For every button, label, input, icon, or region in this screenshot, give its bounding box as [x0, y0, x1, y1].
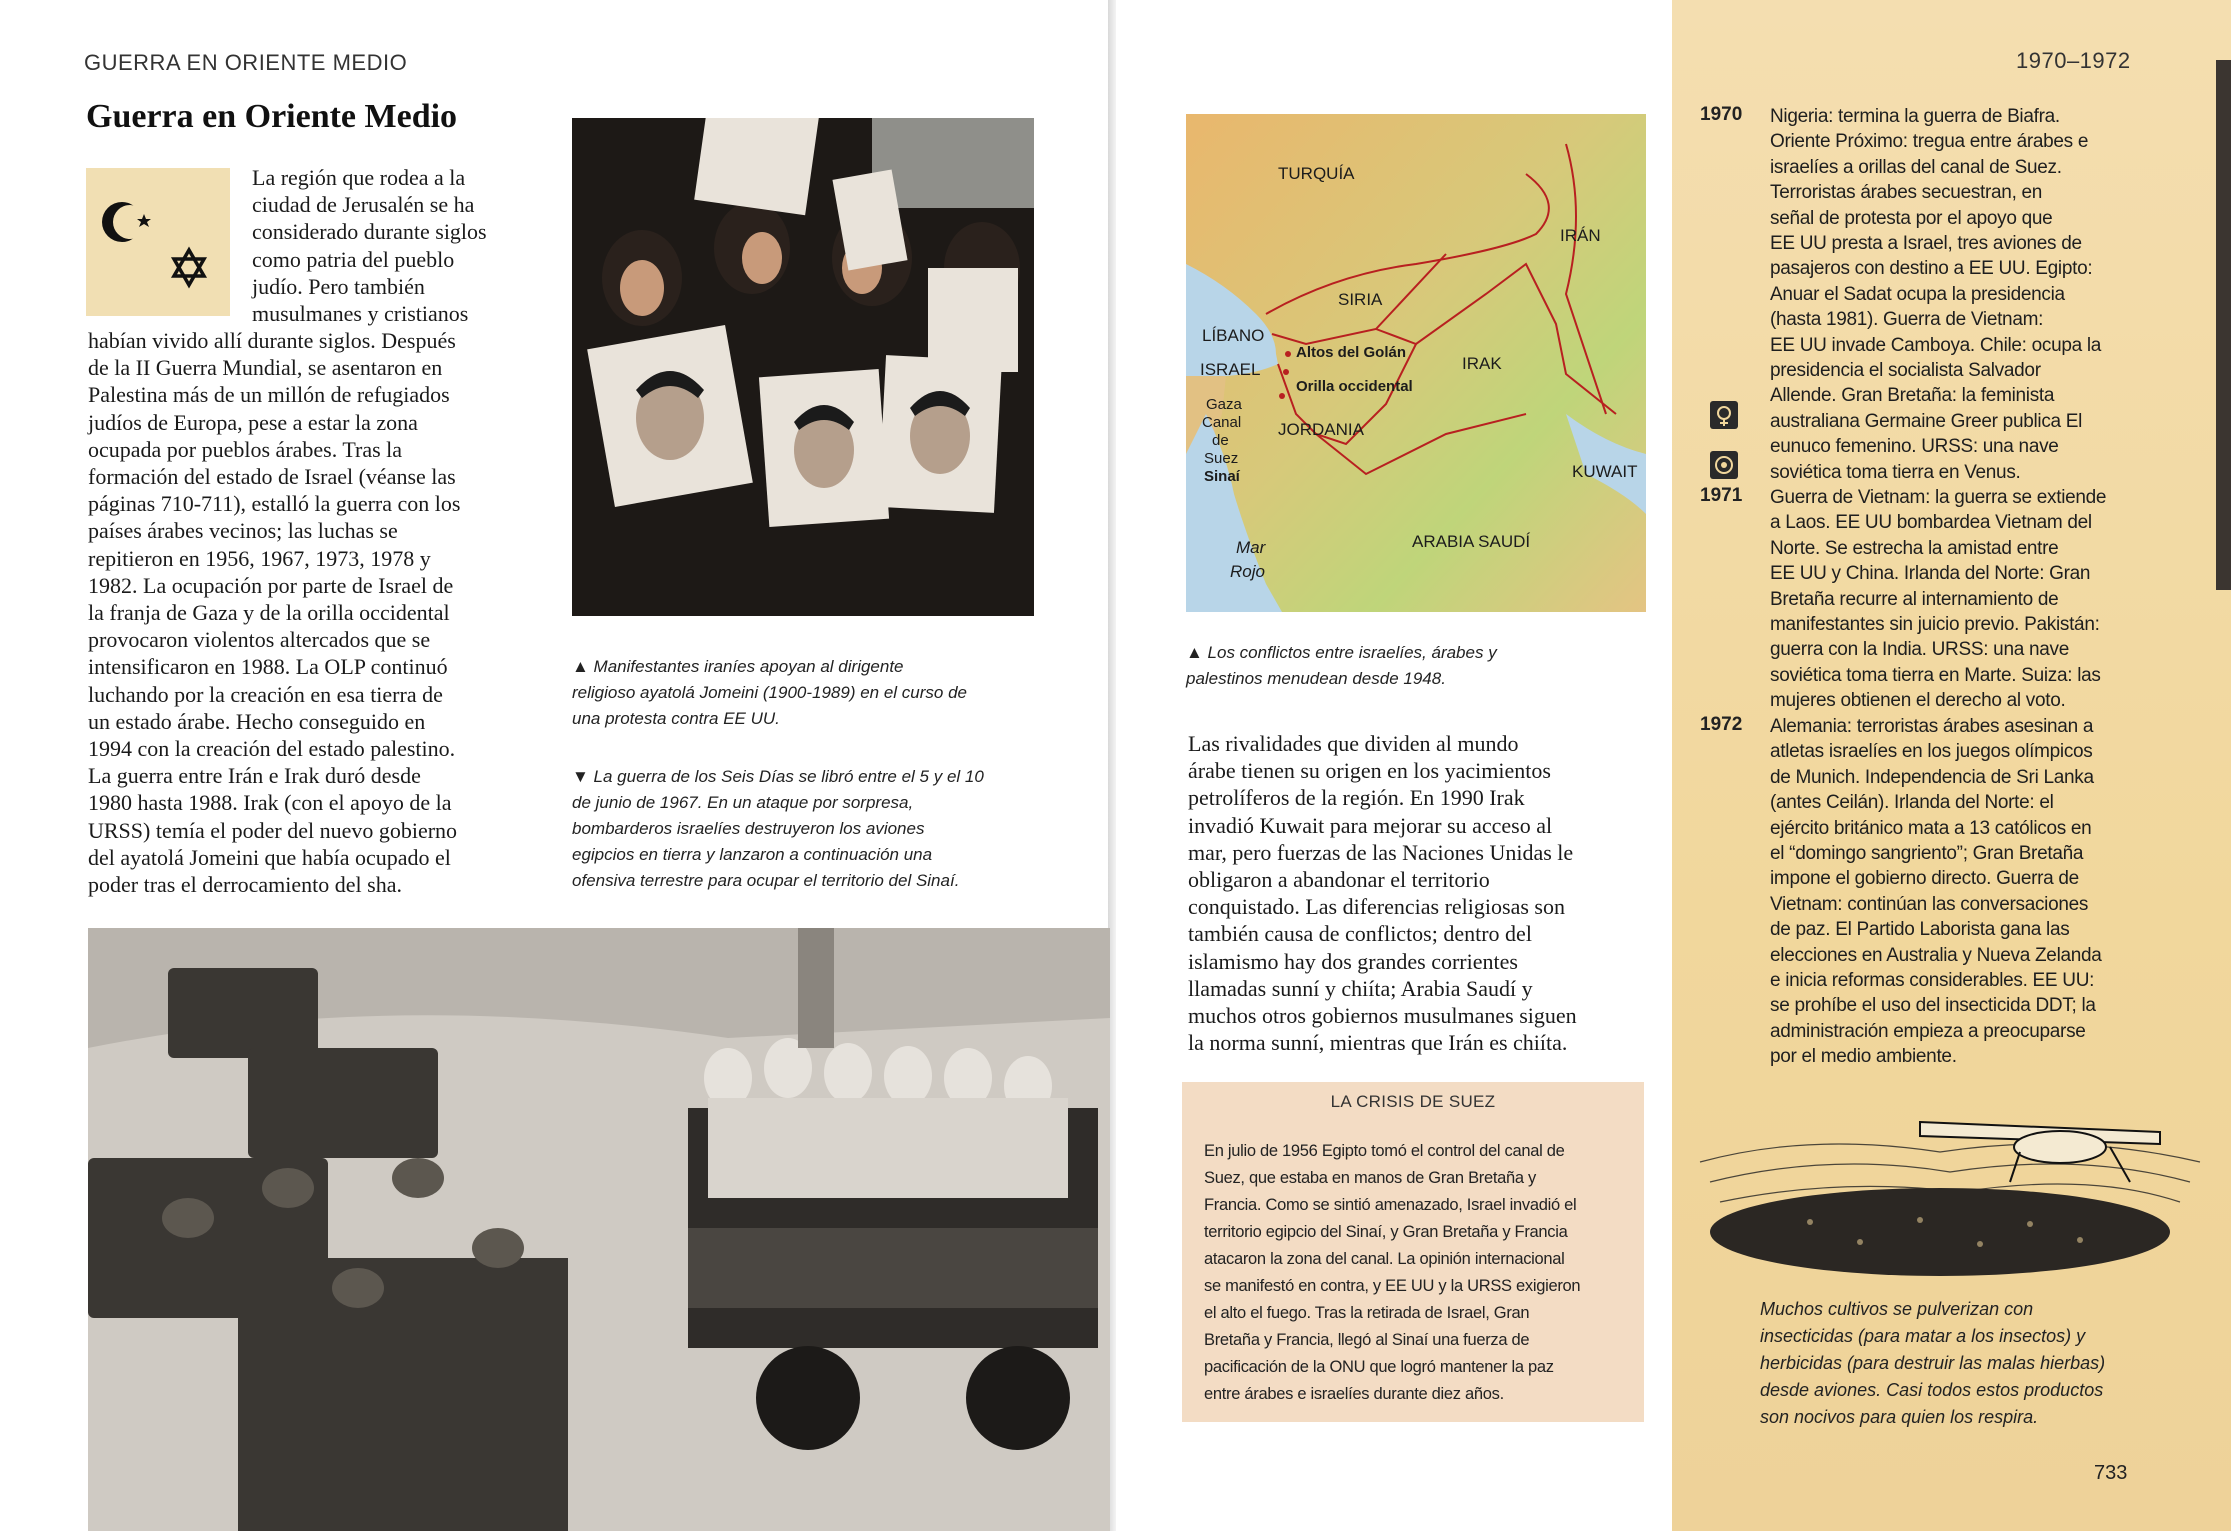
text-line: Allende. Gran Bretaña: la feminista: [1770, 385, 2055, 407]
caption-line: ▼ La guerra de los Seis Días se libró entre el 5 y el 10: [572, 767, 984, 786]
text-line: mujeres obtienen el derecho al voto.: [1770, 690, 2066, 712]
map-label-de: de: [1212, 432, 1229, 449]
text-line: considerado durante siglos: [252, 219, 487, 245]
text-line: la franja de Gaza y de la orilla occidental: [88, 600, 450, 626]
text-line: En julio de 1956 Egipto tomó el control del canal de: [1204, 1142, 1565, 1160]
map-label-irak: IRAK: [1462, 354, 1502, 373]
text-line: también causa de conflictos; dentro del: [1188, 921, 1532, 947]
text-line: EE UU y China. Irlanda del Norte: Gran: [1770, 563, 2091, 585]
text-line: pacificación de la ONU que logró mantener la paz: [1204, 1358, 1554, 1376]
text-line: páginas 710-711), estalló la guerra con los: [88, 491, 461, 517]
text-line: EE UU invade Camboya. Chile: ocupa la: [1770, 334, 2102, 356]
caption-line: ▲ Los conflictos entre israelíes, árabes y: [1186, 643, 1497, 662]
protest-caption: [572, 654, 1042, 732]
text-line: como patria del pueblo: [252, 246, 455, 272]
timeline-year-1972: 1972: [1700, 714, 1743, 735]
crescent-star-icon: [86, 168, 230, 316]
map-label-rojo: Rojo: [1230, 562, 1265, 581]
text-line: elecciones en Australia y Nueva Zelanda: [1770, 944, 2102, 966]
text-line: entre árabes e israelíes durante diez años.: [1204, 1385, 1504, 1403]
text-line: Terroristas árabes secuestran, en: [1770, 182, 2043, 204]
text-line: la norma sunní, mientras que Irán es chiíta.: [1188, 1030, 1568, 1056]
text-line: atacaron la zona del canal. La opinión internacional: [1204, 1250, 1565, 1268]
protest-photo-art: [572, 118, 1034, 616]
body-text-right: [1188, 730, 1654, 1056]
caption-line: desde aviones. Casi todos estos productos: [1760, 1380, 2104, 1400]
text-line: se manifestó en contra, y EE UU y la URSS exigieron: [1204, 1277, 1581, 1295]
caption-line: Muchos cultivos se pulverizan con: [1760, 1299, 2034, 1319]
running-head-right: 1970–1972: [2016, 48, 2131, 73]
text-line: Anuar el Sadat ocupa la presidencia: [1770, 283, 2065, 305]
six-day-war-caption: [572, 764, 1042, 894]
text-line: (antes Ceilán). Irlanda del Norte: el: [1770, 792, 2054, 814]
text-line: judío. Pero también: [252, 273, 425, 299]
suez-box-text: [1204, 1138, 1634, 1408]
caption-line: una protesta contra EE UU.: [572, 709, 780, 728]
map-label-libano: LÍBANO: [1202, 326, 1265, 345]
text-line: el alto el fuego. Tras la retirada de Israel, Gran: [1204, 1304, 1530, 1322]
text-line: luchando por la creación en esa tierra de: [88, 681, 443, 707]
text-line: llamadas sunní y chiíta; Arabia Saudí y: [1188, 975, 1533, 1001]
map-label-israel: ISRAEL: [1200, 360, 1261, 379]
text-line: poder tras el derrocamiento del sha.: [88, 872, 402, 898]
text-line: Bretaña y Francia, llegó al Sinaí una fuerza de: [1204, 1331, 1530, 1349]
text-line: impone el gobierno directo. Guerra de: [1770, 868, 2079, 890]
text-line: muchos otros gobiernos musulmanes siguen: [1188, 1003, 1577, 1029]
text-line: por el medio ambiente.: [1770, 1046, 1957, 1068]
page-number: 733: [2094, 1462, 2128, 1484]
text-line: Alemania: terroristas árabes asesinan a: [1770, 716, 2094, 737]
map-label-mar: Mar: [1236, 538, 1266, 557]
map-label-sinai: Sinaí: [1204, 468, 1240, 485]
text-line: guerra con la India. URSS: una nave: [1770, 639, 2069, 661]
text-line: conquistado. Las diferencias religiosas son: [1188, 894, 1565, 920]
text-line: La guerra entre Irán e Irak duró desde: [88, 763, 421, 789]
text-line: Norte. Se estrecha la amistad entre: [1770, 537, 2059, 559]
text-line: EE UU presta a Israel, tres aviones de: [1770, 233, 2082, 255]
caption-line: son nocivos para quien los respira.: [1760, 1407, 2039, 1427]
map-label-turquia: TURQUÍA: [1278, 164, 1355, 183]
timeline-entries-1971: [1770, 485, 2216, 714]
text-line: de Munich. Independencia de Sri Lanka: [1770, 766, 2094, 788]
caption-line: ofensiva terrestre para ocupar el territorio del Sinaí.: [572, 871, 960, 890]
caption-line: insecticidas (para matar a los insectos) y: [1760, 1326, 2086, 1346]
text-line: eunuco femenino. URSS: una nave: [1770, 436, 2059, 458]
text-line: islamismo hay dos grandes corrientes: [1188, 948, 1518, 974]
text-line: intensificaron en 1988. La OLP continuó: [88, 654, 448, 680]
text-line: provocaron violentos altercados que se: [88, 627, 431, 653]
map-label-siria: SIRIA: [1338, 290, 1383, 309]
text-line: (hasta 1981). Guerra de Vietnam:: [1770, 309, 2044, 331]
map-label-orilla: Orilla occidental: [1296, 378, 1413, 395]
text-line: administración empieza a preocuparse: [1770, 1020, 2086, 1042]
text-line: habían vivido allí durante siglos. Después: [88, 328, 456, 353]
text-line: ejército británico mata a 13 católicos en: [1770, 817, 2092, 839]
text-line: 1994 con la creación del estado palestino.: [88, 736, 456, 762]
text-line: del ayatolá Jomeini que había ocupado el: [88, 844, 451, 870]
text-line: señal de protesta por el apoyo que: [1770, 207, 2053, 229]
map-label-iran: IRÁN: [1560, 226, 1601, 245]
text-line: soviética toma tierra en Marte. Suiza: las: [1770, 664, 2101, 686]
text-line: Guerra de Vietnam: la guerra se extiende: [1770, 487, 2107, 508]
page-title: Guerra en Oriente Medio: [86, 98, 458, 135]
text-line: petrolíferos de la región. En 1990 Irak: [1188, 785, 1525, 811]
six-day-war-photo: [88, 928, 1110, 1531]
map-label-gaza: Gaza: [1206, 396, 1242, 413]
crop-duster-illustration: [1690, 1092, 2210, 1282]
caption-line: herbicidas (para destruir las malas hierbas): [1760, 1353, 2106, 1373]
text-line: judíos de Europa, pese a estar la zona: [88, 409, 418, 435]
middle-east-map: [1186, 114, 1646, 612]
text-line: invadió Kuwait para mejorar su acceso al: [1188, 812, 1553, 838]
text-line: Vietnam: continúan las conversaciones: [1770, 893, 2089, 915]
spacecraft-icon: [1710, 451, 1738, 479]
text-line: formación del estado de Israel (véanse las: [88, 464, 456, 490]
feminism-icon: [1710, 401, 1738, 429]
text-line: Francia. Como se sintió amenazado, Israel invadió el: [1204, 1196, 1577, 1214]
caption-line: bombarderos israelíes destruyeron los aviones: [572, 819, 925, 838]
text-line: Las rivalidades que dividen al mundo: [1188, 731, 1519, 756]
text-line: un estado árabe. Hecho conseguido en: [88, 708, 426, 734]
map-label-golan: Altos del Golán: [1296, 344, 1407, 361]
timeline-year-1971: 1971: [1700, 485, 1743, 506]
text-line: Suez, que estaba en manos de Gran Bretaña y: [1204, 1169, 1536, 1187]
caption-line: palestinos menudean desde 1948.: [1186, 669, 1446, 688]
text-line: a Laos. EE UU bombardea Vietnam del: [1770, 512, 2092, 534]
war-photo-art: [88, 928, 1110, 1531]
text-line: de paz. El Partido Laborista gana las: [1770, 919, 2070, 941]
suez-crisis-box: [1182, 1082, 1644, 1422]
text-line: mar, pero fuerzas de las Naciones Unidas le: [1188, 839, 1574, 865]
crop-duster-caption: [1760, 1296, 2220, 1431]
religion-emblem: [86, 168, 230, 316]
text-line: Bretaña recurre al internamiento de: [1770, 588, 2059, 610]
caption-line: religioso ayatolá Jomeini (1900-1989) en el curso de: [572, 683, 968, 702]
text-line: La región que rodea a la: [252, 165, 466, 190]
map-caption: [1186, 640, 1656, 692]
map-label-suez: Suez: [1204, 450, 1239, 467]
caption-line: egipcios en tierra y lanzaron a continuación una: [572, 845, 933, 864]
crop-duster-art: [1690, 1092, 2210, 1282]
text-line: repitieron en 1956, 1967, 1973, 1978 y: [88, 545, 431, 571]
text-line: territorio egipcio del Sinaí, y Gran Bretaña y Francia: [1204, 1223, 1568, 1241]
intro-paragraph: [252, 164, 540, 327]
airplane: [1920, 1122, 2160, 1182]
protest-photo: [572, 118, 1034, 616]
page-edge-strip: [2216, 60, 2231, 590]
map-label-kuwait: KUWAIT: [1572, 462, 1638, 481]
text-line: Oriente Próximo: tregua entre árabes e: [1770, 131, 2089, 153]
caption-line: de junio de 1967. En un ataque por sorpresa,: [572, 793, 914, 812]
text-line: soviética toma tierra en Venus.: [1770, 461, 2021, 483]
text-line: ciudad de Jerusalén se ha: [252, 192, 475, 218]
text-line: Palestina más de un millón de refugiados: [88, 382, 450, 408]
map-label-canal: Canal: [1202, 414, 1242, 431]
map-label-arabia: ARABIA SAUDÍ: [1412, 532, 1531, 551]
timeline-entries-1972: [1770, 714, 2216, 1070]
text-line: de la II Guerra Mundial, se asentaron en: [88, 355, 443, 381]
timeline-entries-1970: [1770, 104, 2216, 485]
timeline-year-1970: 1970: [1700, 104, 1743, 125]
text-line: ocupada por pueblos árabes. Tras la: [88, 436, 403, 462]
map-label-jordania: JORDANIA: [1278, 420, 1364, 439]
text-line: 1982. La ocupación por parte de Israel de: [88, 572, 454, 598]
text-line: se prohíbe el uso del insecticida DDT; la: [1770, 995, 2096, 1017]
text-line: presidencia el socialista Salvador: [1770, 360, 2041, 382]
text-line: obligaron a abandonar el territorio: [1188, 867, 1490, 893]
body-text-left: [88, 327, 540, 898]
text-line: árabe tienen su origen en los yacimientos: [1188, 758, 1551, 784]
text-line: manifestantes sin juicio previo. Pakistán:: [1770, 614, 2100, 636]
text-line: el “domingo sangriento”; Gran Bretaña: [1770, 843, 2084, 865]
text-line: URSS) temía el poder del nuevo gobierno: [88, 817, 458, 843]
text-line: musulmanes y cristianos: [252, 301, 469, 327]
suez-box-title: LA CRISIS DE SUEZ: [1330, 1092, 1496, 1111]
text-line: Nigeria: termina la guerra de Biafra.: [1770, 106, 2060, 127]
caption-line: ▲ Manifestantes iraníes apoyan al dirigente: [572, 657, 904, 676]
text-line: australiana Germaine Greer publica El: [1770, 410, 2083, 432]
text-line: pasajeros con destino a EE UU. Egipto:: [1770, 258, 2093, 280]
text-line: 1980 hasta 1988. Irak (con el apoyo de la: [88, 790, 452, 816]
text-line: atletas israelíes en los juegos olímpicos: [1770, 741, 2093, 763]
text-line: países árabes vecinos; las luchas se: [88, 518, 398, 544]
text-line: israelíes a orillas del canal de Suez.: [1770, 156, 2062, 178]
running-head-left: GUERRA EN ORIENTE MEDIO: [84, 50, 408, 75]
text-line: e inicia reformas considerables. EE UU:: [1770, 970, 2095, 992]
